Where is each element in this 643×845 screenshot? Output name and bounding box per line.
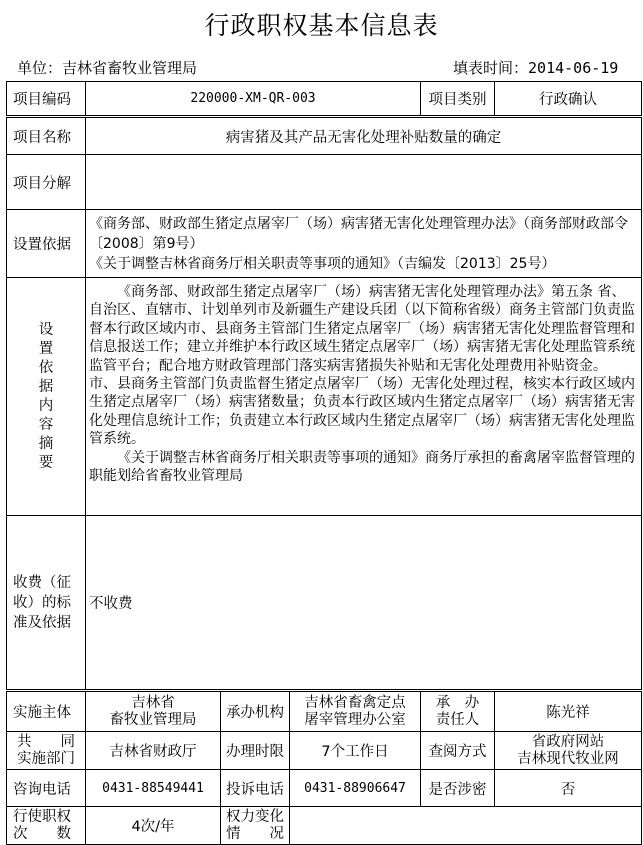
person-label: 承 办 责任人 — [421, 691, 495, 732]
name-value: 病害猪及其产品无害化处理补贴数量的确定 — [86, 117, 642, 155]
date-line — [453, 57, 618, 78]
row-name — [7, 117, 642, 155]
unit-label: 单位： — [17, 59, 63, 77]
name-label: 项目名称 — [7, 117, 86, 155]
row-joint — [7, 732, 642, 770]
row-summary — [7, 278, 642, 516]
code-value: 220000-XM-QR-003 — [86, 82, 421, 117]
agency-value: 吉林省畜禽定点 屠宰管理办公室 — [290, 691, 421, 732]
phone-label: 咨询电话 — [7, 770, 86, 807]
exercise-label: 行使职权 次 数 — [7, 807, 86, 845]
change-label: 权力变化 情 况 — [221, 807, 290, 845]
category-label: 项目类别 — [421, 82, 495, 117]
fee-value: 不收费 — [86, 516, 642, 691]
joint-label: 共 同 实施部门 — [7, 732, 86, 770]
row-phone — [7, 770, 642, 807]
time-value: 7个工作日 — [290, 732, 421, 770]
breakdown-value — [86, 155, 642, 210]
complaint-value: 0431-88906647 — [290, 770, 421, 807]
summary-value — [86, 278, 642, 516]
row-breakdown — [7, 155, 642, 210]
basis-line: 《商务部、财政部生猪定点屠宰厂（场）病害猪无害化处理管理办法》（商务部财政部令〔2008〕第9号） — [89, 215, 628, 252]
change-value — [290, 807, 642, 845]
exercise-value: 4次/年 — [86, 807, 221, 845]
unit-value: 吉林省畜牧业管理局 — [62, 59, 198, 77]
secret-label: 是否涉密 — [421, 770, 495, 807]
breakdown-label: 项目分解 — [7, 155, 86, 210]
date-label: 填表时间： — [453, 59, 529, 77]
row-basis — [7, 210, 642, 278]
basis-line: 《关于调整吉林省商务厅相关职责等事项的通知》（吉编发〔2013〕25号） — [89, 255, 556, 272]
secret-value: 否 — [495, 770, 642, 807]
time-label: 办理时限 — [221, 732, 290, 770]
basis-label: 设置依据 — [7, 210, 86, 278]
row-exercise — [7, 807, 642, 845]
category-value: 行政确认 — [495, 82, 642, 117]
date-value: 2014-06-19 — [528, 59, 619, 77]
joint-value: 吉林省财政厅 — [86, 732, 221, 770]
form-title: 行政职权基本信息表 — [204, 11, 439, 40]
subject-label: 实施主体 — [7, 691, 86, 732]
query-value: 省政府网站 吉林现代牧业网 — [495, 732, 642, 770]
person-value: 陈光祥 — [495, 691, 642, 732]
row-subject — [7, 691, 642, 732]
unit-line — [17, 57, 197, 78]
basis-value — [86, 210, 642, 278]
row-code — [7, 82, 642, 117]
summary-label: 设 置 依 据 内 容 摘 要 — [7, 278, 86, 516]
info-table — [6, 81, 642, 845]
subject-value: 吉林省 畜牧业管理局 — [86, 691, 221, 732]
complaint-label: 投诉电话 — [221, 770, 290, 807]
summary-paragraph: 《关于调整吉林省商务厅相关职责等事项的通知》商务厅承担的畜禽屠宰监督管理的职能划给省畜牧业管理局 — [89, 449, 635, 485]
code-label: 项目编码 — [7, 82, 86, 117]
row-fee — [7, 516, 642, 691]
phone-value: 0431-88549441 — [86, 770, 221, 807]
agency-label: 承办机构 — [221, 691, 290, 732]
fee-label: 收费（征收）的标准及依据 — [7, 516, 86, 691]
summary-paragraph: 《商务部、财政部生猪定点屠宰厂（场）病害猪无害化处理管理办法》第五条 省、自治区、直辖市、计划单列市及新疆生产建设兵团（以下简称省级）商务主管部门负责监督本行政区域内市、县商务主管部门生猪定点屠宰厂（场）病害猪无害化处理监督管理和信息报送工作；建立并维护本行政区域生猪定点屠宰厂（场）病害猪无害化处理监管系统监管平台；配合地方财政管理部门落实病害猪损失补贴和无害化处理费用补贴资金。 市、县商务主管部门负责监督生猪定点屠宰厂（场）无害化处理过程，核实本行政区域内生猪定点屠宰厂（场）病害猪数量；负责本行政区域内生猪定点屠宰厂（场）病害猪无害化处理信息统计工作；负责建立本行政区域内生猪定点屠宰厂（场）病害猪无害化处理监管系统。 — [89, 284, 635, 448]
query-label: 查阅方式 — [421, 732, 495, 770]
